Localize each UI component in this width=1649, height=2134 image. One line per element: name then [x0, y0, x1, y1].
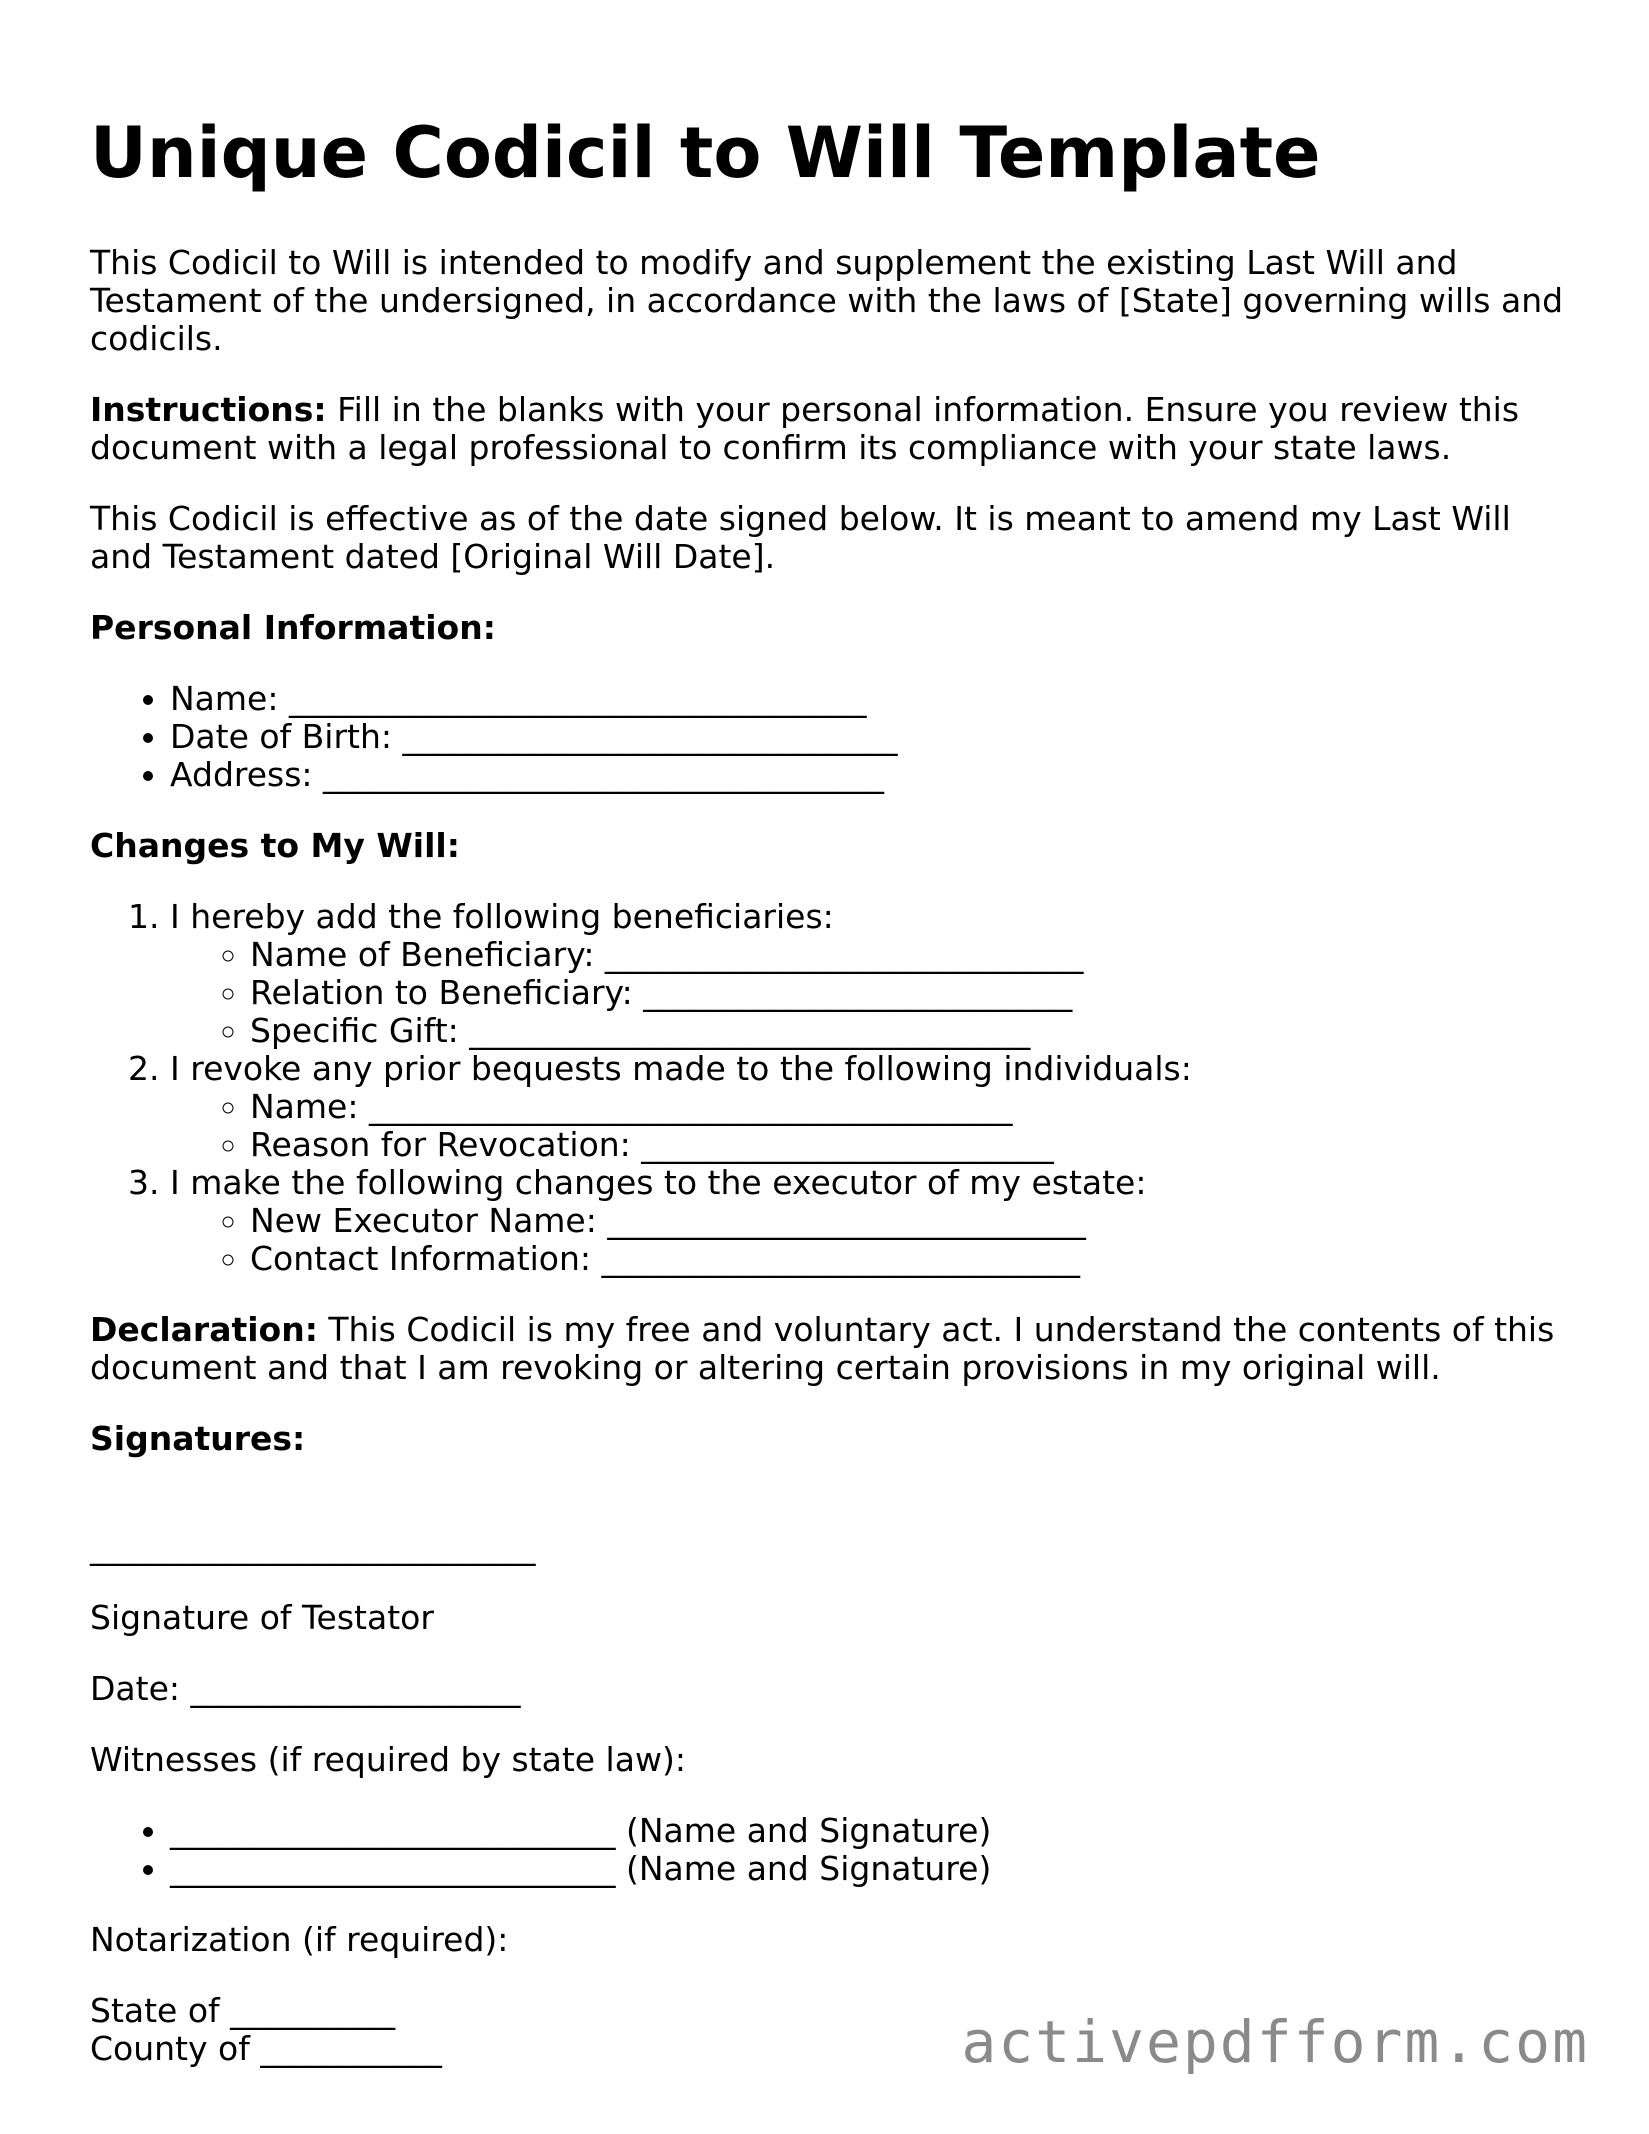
notarization-label: Notarization (if required):	[90, 1920, 509, 1959]
executor-fields	[170, 1202, 1570, 1278]
signatures-heading: Signatures:	[90, 1419, 306, 1458]
witnesses-label: Witnesses (if required by state law):	[90, 1740, 686, 1779]
personal-information-heading: Personal Information:	[90, 608, 496, 647]
change-executor	[170, 1164, 1570, 1278]
beneficiary-fields	[170, 936, 1570, 1050]
changes-list	[90, 898, 1570, 1278]
name-field[interactable]: • Name: ___________________________________	[170, 680, 1570, 718]
declaration-text: This Codicil is my free and voluntary act. I understand the contents of this document and that I am revoking or altering certain provisions in my original will.	[90, 1310, 1555, 1387]
witness-signature-field[interactable]: • ___________________________ (Name and Signature)	[170, 1850, 1570, 1888]
intro-paragraph: This Codicil to Will is intended to modify and supplement the existing Last Will and Testament of the undersigned, in accordance with the laws of [State] governing wills and codicils.	[90, 243, 1564, 358]
address-field[interactable]: • Address: __________________________________	[170, 756, 1570, 794]
declaration-paragraph	[90, 1311, 1570, 1387]
change-add-beneficiaries	[170, 898, 1570, 1050]
new-executor-name-field[interactable]: ◦ New Executor Name: _____________________________	[250, 1202, 1570, 1240]
state-field[interactable]: State of __________	[90, 1991, 396, 2030]
watermark: activepdfform.com	[961, 2008, 1589, 2076]
testator-signature-field[interactable]: ___________________________	[90, 1527, 536, 1566]
change-item-text: I hereby add the following beneficiaries:	[170, 897, 834, 936]
personal-information-list	[90, 680, 1570, 794]
date-field[interactable]: Date: ____________________	[90, 1669, 521, 1708]
date-of-birth-field[interactable]: • Date of Birth: ______________________________	[170, 718, 1570, 756]
executor-contact-field[interactable]: ◦ Contact Information: _____________________________	[250, 1240, 1570, 1278]
declaration-label: Declaration:	[90, 1310, 318, 1349]
change-item-text: I revoke any prior bequests made to the following individuals:	[170, 1049, 1192, 1088]
instructions-text: Fill in the blanks with your personal information. Ensure you review this document with a legal professional to confirm its compliance with your state laws.	[90, 390, 1520, 467]
effective-paragraph: This Codicil is effective as of the date signed below. It is meant to amend my Last Will and Testament dated [Original Will Date].	[90, 499, 1511, 576]
beneficiary-relation-field[interactable]: ◦ Relation to Beneficiary: __________________________	[250, 974, 1570, 1012]
instructions-label: Instructions:	[90, 390, 327, 429]
page-title: Unique Codicil to Will Template	[90, 112, 1321, 194]
specific-gift-field[interactable]: ◦ Specific Gift: __________________________________	[250, 1012, 1570, 1050]
revocation-fields	[170, 1088, 1570, 1164]
witness-list	[90, 1812, 1570, 1888]
change-item-text: I make the following changes to the executor of my estate:	[170, 1163, 1147, 1202]
instructions-paragraph	[90, 391, 1570, 467]
change-revoke-bequests	[170, 1050, 1570, 1164]
beneficiary-name-field[interactable]: ◦ Name of Beneficiary: _____________________________	[250, 936, 1570, 974]
revoked-name-field[interactable]: ◦ Name: _______________________________________	[250, 1088, 1570, 1126]
witness-signature-field[interactable]: • ___________________________ (Name and Signature)	[170, 1812, 1570, 1850]
county-field[interactable]: County of ___________	[90, 2029, 442, 2068]
document-page	[90, 110, 1570, 2068]
revocation-reason-field[interactable]: ◦ Reason for Revocation: _________________________	[250, 1126, 1570, 1164]
changes-heading: Changes to My Will:	[90, 826, 460, 865]
signature-caption: Signature of Testator	[90, 1598, 434, 1637]
